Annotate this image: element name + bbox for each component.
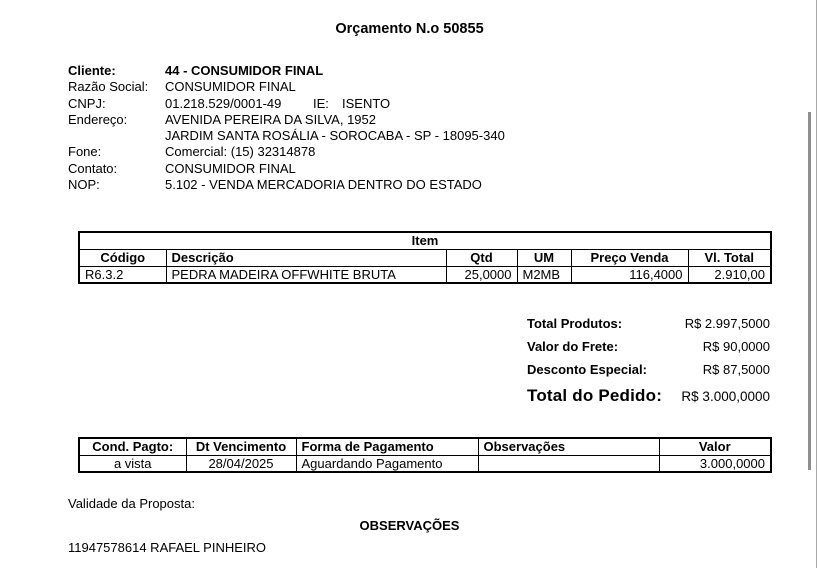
client-label [68,128,165,144]
item-preco-venda: 116,4000 [571,266,688,283]
payment-table [78,437,772,473]
client-row-fone [68,144,505,160]
valor-frete-value: R$ 90,0000 [702,339,770,354]
payment-dt-vencimento: 28/04/2025 [186,455,296,472]
item-descricao: PEDRA MADEIRA OFFWHITE BRUTA [166,266,446,283]
item-qtd: 25,0000 [446,266,517,283]
client-value: 44 - CONSUMIDOR FINAL [165,63,324,78]
document-title: Orçamento N.o 50855 [335,21,484,37]
header-codigo: Código [79,249,166,266]
header-qtd: Qtd [446,249,517,266]
payment-valor: 3.000,0000 [659,455,771,472]
client-label: CNPJ: [68,95,106,111]
header-descricao: Descrição [166,249,446,266]
header-observacoes: Observações [478,438,659,455]
header-forma-pagamento: Forma de Pagamento [296,438,478,455]
cnpj-value: 01.218.529/0001-49 [165,95,282,111]
item-table-title-row [79,232,771,249]
item-table [78,231,772,284]
payment-cond-pagto: a vista [79,455,186,472]
desconto-especial-label: Desconto Especial: [527,362,647,377]
client-value [165,96,390,112]
header-dt-vencimento: Dt Vencimento [186,438,296,455]
payment-table-row [79,455,771,472]
payment-table-header-row [79,438,771,455]
client-value: JARDIM SANTA ROSÁLIA - SOROCABA - SP - 18095-340 [165,128,505,144]
client-row-cnpj [68,96,505,112]
total-produtos-row [527,316,770,339]
desconto-especial-value: R$ 87,5000 [702,362,770,377]
valor-frete-label: Valor do Frete: [527,339,619,354]
client-row-contato [68,161,505,177]
item-vl-total: 2.910,00 [688,266,771,283]
ie-label: IE: [313,95,329,111]
item-table-title: Item [79,232,771,249]
item-codigo: R6.3.2 [79,266,166,283]
totals-block [527,316,770,406]
client-row-razao-social [68,79,505,95]
header-valor: Valor [659,438,771,455]
frame-edge-line [816,0,817,568]
item-table-row [79,266,771,283]
observations-title: OBSERVAÇÕES [359,518,460,533]
total-pedido-label: Total do Pedido: [527,386,663,405]
client-row-endereco [68,112,505,128]
vertical-scrollbar-thumb[interactable] [808,112,811,470]
client-value: AVENIDA PEREIRA DA SILVA, 1952 [165,111,376,127]
client-label: Cliente: [68,63,116,78]
client-label: Razão Social: [68,79,149,95]
client-value: Comercial: (15) 32314878 [165,144,316,160]
client-value: CONSUMIDOR FINAL [165,79,296,95]
header-vl-total: Vl. Total [688,249,771,266]
client-label: Fone: [68,144,102,160]
header-um: UM [517,249,571,266]
client-label: Contato: [68,160,118,176]
valor-frete-row [527,339,770,362]
total-pedido-value: R$ 3.000,0000 [681,389,770,404]
client-label: NOP: [68,177,100,193]
client-row-nop [68,177,505,193]
ie-value: ISENTO [342,95,391,111]
desconto-especial-row [527,362,770,385]
payment-forma-pagamento: Aguardando Pagamento [296,455,478,472]
client-row-endereco-2 [68,128,505,144]
total-pedido-row [527,386,770,406]
payment-observacoes [478,455,659,472]
client-label: Endereço: [68,111,128,127]
validity-label: Validade da Proposta: [68,496,195,511]
header-cond-pagto: Cond. Pagto: [79,438,186,455]
item-table-header-row [79,249,771,266]
client-info-block [68,63,505,193]
item-um: M2MB [517,266,571,283]
header-preco-venda: Preço Venda [571,249,688,266]
client-row-cliente [68,63,505,79]
client-value: CONSUMIDOR FINAL [165,160,296,176]
total-produtos-label: Total Produtos: [527,316,623,331]
contact-line: 11947578614 RAFAEL PINHEIRO [68,540,267,555]
client-value: 5.102 - VENDA MERCADORIA DENTRO DO ESTADO [165,177,482,193]
total-produtos-value: R$ 2.997,5000 [684,316,770,331]
